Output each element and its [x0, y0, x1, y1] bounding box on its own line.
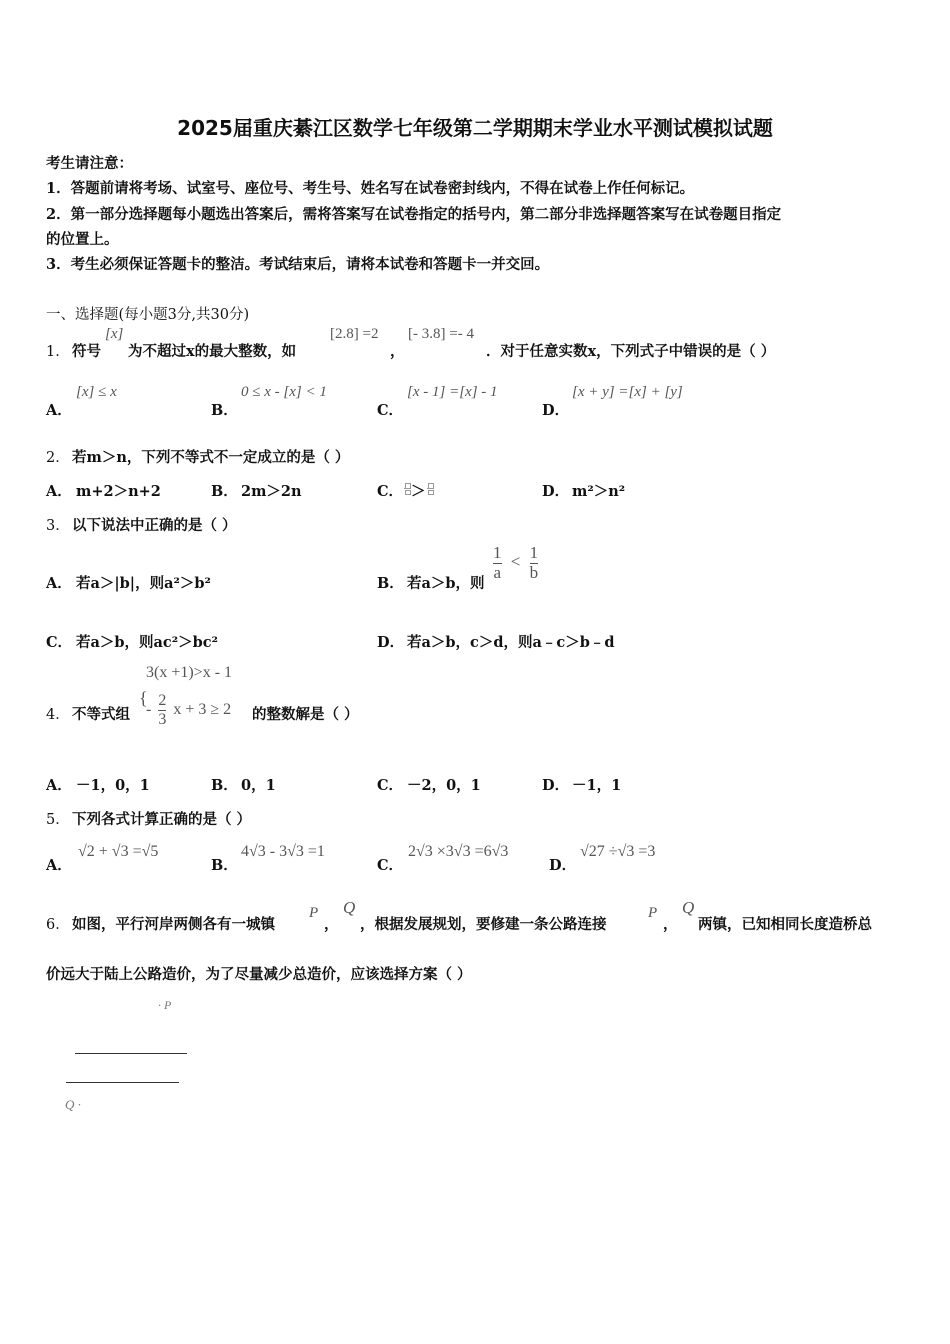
notice-item: 3．考生必须保证答题卡的整洁。考试结束后，请将本试卷和答题卡一并交回。: [46, 256, 550, 273]
question-text: ，: [390, 343, 405, 360]
option-label: C．: [377, 777, 404, 794]
point-p: P: [648, 905, 658, 921]
notice-item: 1．答题前请将考场、试室号、座位号、考生号、姓名写在试卷密封线内，不得在试卷上作任何标记。: [46, 180, 695, 197]
math-expression: [x]: [105, 326, 124, 342]
option-label: A．: [46, 402, 72, 419]
option-label: C．: [377, 402, 404, 419]
option-label: A．: [46, 777, 72, 794]
question-number: 2．: [46, 450, 70, 466]
option-label: D．: [542, 402, 570, 419]
question-text: ，根据发展规划，要修建一条公路连接: [360, 916, 607, 933]
option-label: B．: [211, 777, 238, 794]
question-number: 6．: [46, 917, 70, 933]
page-title: 2025届重庆綦江区数学七年级第二学期期末学业水平测试模拟试题: [177, 116, 773, 140]
math-expression: [2.8] =2: [330, 326, 379, 342]
option-math: [x] ≤ x: [76, 384, 117, 400]
option-text: 若a＞b，则ac²＞bc²: [76, 634, 218, 651]
fraction-expression: $\frac{1}{a}$ < $\frac{1}{b}$: [493, 543, 539, 582]
question-text: 价远大于陆上公路造价，为了尽量减少总造价，应该选择方案（ ）: [46, 966, 472, 983]
riverbank-bottom-line: [66, 1082, 179, 1083]
option-math: √27 ÷√3 =3: [580, 843, 656, 860]
option-math: 2√3 ×3√3 =6√3: [408, 843, 509, 860]
option-text: －1，1: [572, 777, 622, 794]
riverbank-top-line: [75, 1053, 187, 1054]
option-label: D．: [542, 777, 570, 794]
question-text: 不等式组: [72, 706, 130, 723]
option-label: C．: [46, 634, 73, 651]
system-line-1: 3(x +1)>x - 1: [146, 664, 233, 681]
figure-label-p: · P: [158, 998, 172, 1012]
question-text: ，: [663, 916, 678, 933]
point-q: Q: [682, 898, 695, 917]
point-q: Q: [343, 898, 356, 917]
option-label: D．: [549, 857, 577, 874]
notice-item: 2．第一部分选择题每小题选出答案后，需将答案写在试卷指定的括号内，第二部分非选择题答案写在试卷题目指定: [46, 206, 782, 223]
option-math: [x - 1] =[x] - 1: [407, 384, 498, 400]
section-heading: 一、选择题(每小题3分,共30分): [46, 307, 250, 323]
notice-item: 的位置上。: [46, 231, 119, 248]
question-text: 下列各式计算正确的是（ ）: [72, 811, 252, 828]
question-text: 为不超过x的最大整数，如: [128, 343, 297, 360]
question-text: 以下说法中正确的是（ ）: [72, 517, 237, 534]
option-math: 4√3 - 3√3 =1: [241, 843, 325, 860]
option-label: A．: [46, 857, 72, 874]
option-label: C．: [377, 857, 404, 874]
notice-heading: 考生请注意：: [46, 155, 133, 172]
option-text: 若a＞b，c＞d，则a﹣c＞b﹣d: [407, 634, 615, 651]
option-text: －1，0，1: [76, 777, 150, 794]
question-number: 5．: [46, 812, 70, 828]
question-number: 3．: [46, 518, 70, 534]
question-text: 的整数解是（ ）: [252, 706, 359, 723]
brace: {: [139, 688, 148, 708]
option-text: 若a＞b，则: [407, 575, 485, 592]
option-text: ＞: [411, 483, 426, 500]
option-label: B．: [211, 483, 238, 500]
option-math: 0 ≤ x - [x] < 1: [241, 384, 327, 400]
question-text: ，: [324, 916, 339, 933]
math-expression: [- 3.8] =- 4: [408, 326, 474, 342]
option-text: m²＞n²: [572, 483, 626, 500]
option-label: B．: [211, 857, 238, 874]
question-text: 如图，平行河岸两侧各有一城镇: [72, 916, 275, 933]
question-text: ．对于任意实数x，下列式子中错误的是（ ）: [486, 343, 776, 360]
tiny-fraction-glyph: [404, 483, 410, 494]
option-label: A．: [46, 575, 72, 592]
point-p: P: [309, 905, 319, 921]
tiny-fraction-glyph: [427, 483, 433, 494]
option-label: B．: [211, 402, 238, 419]
option-math: [x + y] =[x] + [y]: [572, 384, 683, 400]
figure-label-q: Q ·: [65, 1097, 81, 1112]
option-text: m+2＞n+2: [76, 483, 161, 500]
question-text: 两镇，已知相同长度造桥总: [698, 916, 872, 933]
system-line-2: - $\frac{2}{3}$ x + 3 ≥ 2: [146, 692, 232, 728]
option-text: －2，0，1: [407, 777, 481, 794]
option-text: 若a＞|b|，则a²＞b²: [76, 575, 211, 592]
option-label: D．: [542, 483, 570, 500]
question-text: 若m＞n，下列不等式不一定成立的是（ ）: [72, 449, 350, 466]
option-text: 2m＞2n: [241, 483, 302, 500]
option-text: 0，1: [241, 777, 276, 794]
option-label: A．: [46, 483, 72, 500]
option-label: B．: [377, 575, 404, 592]
option-label: D．: [377, 634, 405, 651]
option-math: √2 + √3 =√5: [78, 843, 159, 860]
question-text: 符号: [72, 343, 101, 360]
question-number: 1．: [46, 344, 70, 360]
question-number: 4．: [46, 707, 70, 723]
option-label: C．: [377, 483, 404, 500]
